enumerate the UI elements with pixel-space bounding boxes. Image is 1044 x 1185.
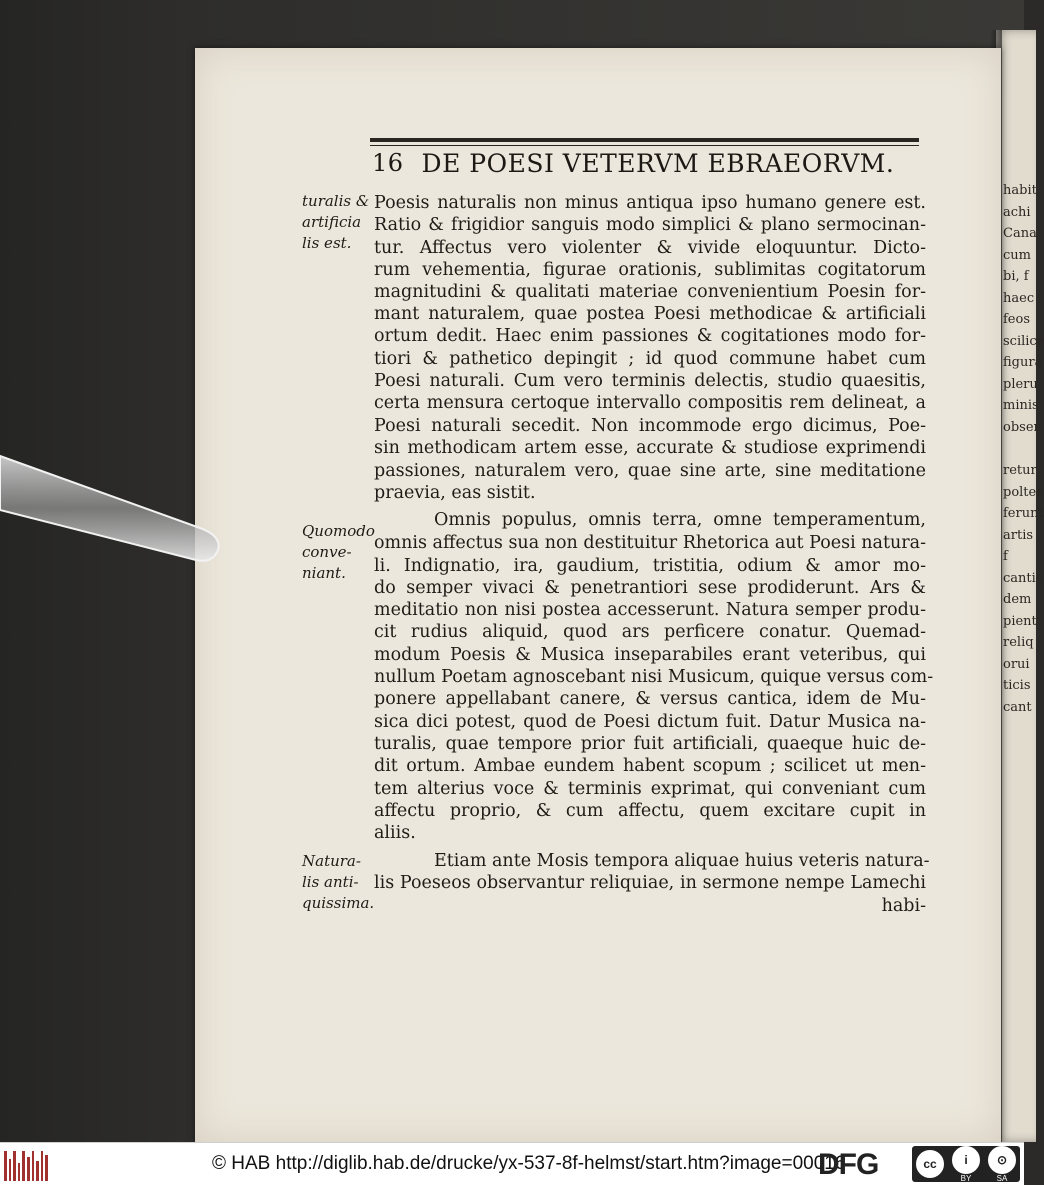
text-line: praevia, eas sistit. <box>374 483 536 503</box>
next-page-fragment: obser <box>1003 419 1040 435</box>
margin-note-line: conve- <box>302 543 352 561</box>
margin-note-line: quissima. <box>302 894 375 912</box>
hab-logo-icon[interactable] <box>4 1147 48 1181</box>
next-page-fragment: dem <box>1003 592 1032 607</box>
margin-note-line: niant. <box>302 564 346 582</box>
text-line: habi- <box>881 896 926 916</box>
next-page-fragment: orui <box>1003 656 1030 672</box>
text-line: Poesi naturali. Cum vero terminis delectis, studio quaesitis, <box>374 371 926 391</box>
next-page-fragment: cum <box>1003 247 1031 263</box>
text-line: Etiam ante Mosis tempora aliquae huius veteris natura- <box>434 851 930 871</box>
text-line: magnitudini & qualitati materiae convenientium Poesin for- <box>374 282 926 302</box>
magnifier-pointer-overlay <box>0 452 230 562</box>
text-line: lis Poeseos observantur reliquiae, in sermone nempe Lamechi <box>374 873 926 893</box>
text-line: cit rudius aliquid, quod ars perficere conatur. Quemad- <box>374 622 926 642</box>
next-page-fragment: scilice <box>1003 333 1044 349</box>
page-number: 16 <box>372 149 404 177</box>
header-rule-thick <box>370 138 919 142</box>
next-page-fragment: achi <box>1003 204 1031 220</box>
running-head <box>372 146 920 180</box>
text-line: Poesi naturali secedit. Non incommode ergo dicimus, Poe- <box>374 416 926 436</box>
next-page-fragment: polter <box>1003 484 1043 500</box>
text-line: Ratio & frigidior sanguis modo simplici & plano sermocinan- <box>374 215 926 235</box>
text-line: Omnis populus, omnis terra, omne temperamentum, <box>434 510 926 530</box>
text-line: tiori & pathetico depingit ; id quod commune habet cum <box>374 349 926 369</box>
text-line: modum Poesis & Musica inseparabiles erant veteribus, qui <box>374 645 926 665</box>
text-line: turalis, quae tempore prior fuit artificiali, quaeque huic de- <box>374 734 926 754</box>
text-line: passiones, naturalem vero, quae sine arte, sine meditatione <box>374 461 926 481</box>
next-page-fragment: ferunt <box>1003 506 1044 521</box>
share-alike-icon: ⊙ <box>988 1146 1016 1174</box>
copyright-link[interactable]: © HAB http://diglib.hab.de/drucke/yx-537-8f-helmst/start.htm?image=00016 <box>212 1153 846 1174</box>
margin-note-line: lis est. <box>302 234 352 252</box>
margin-note-line: artificia <box>302 213 362 231</box>
next-page-fragment: haec <box>1003 290 1035 306</box>
text-line: meditatio non nisi postea accesserunt. Natura semper produ- <box>374 600 926 620</box>
text-line: omnis affectus sua non destituitur Rhetorica aut Poesi natura- <box>374 533 926 553</box>
margin-note-line: turalis & <box>302 192 370 210</box>
next-page-fragment: pient <box>1003 613 1037 629</box>
next-page-fragment: reliq <box>1003 635 1034 650</box>
next-page-fragment: bi, f <box>1003 269 1029 284</box>
next-page-fragment: cant <box>1003 699 1032 715</box>
margin-note-line: Quomodo <box>302 522 375 540</box>
margin-note <box>302 851 380 914</box>
text-line: Poesis naturalis non minus antiqua ipso humano genere est. <box>374 193 926 213</box>
cc-icon: cc <box>916 1150 944 1178</box>
cc-by-sa-badge[interactable] <box>912 1146 1020 1182</box>
running-head-title: DE POESI VETERVM EBRAEORVM. <box>421 148 895 178</box>
text-line: mant naturalem, quae postea Poesi methodicae & artificiali <box>374 304 926 324</box>
next-page-fragment: feos <box>1003 312 1031 327</box>
text-line: dit ortum. Ambae eundem habent scopum ; scilicet ut men- <box>374 756 926 776</box>
footer-bar <box>0 1142 1024 1185</box>
text-line: certa mensura certoque intervallo compositis rem delineat, a <box>374 393 926 413</box>
text-line: sica dici potest, quod de Poesi dictum fuit. Datur Musica na- <box>374 712 926 732</box>
next-page-fragment: pleru <box>1003 376 1038 392</box>
text-line: rum vehementia, figurae orationis, sublimitas cogitatorum <box>374 260 926 280</box>
by-label: BY <box>960 1173 972 1183</box>
next-page-fragment: retur <box>1003 463 1037 478</box>
margin-note <box>302 191 380 254</box>
text-line: tem alterius voce & terminis exprimat, qui conveniant cum <box>374 779 926 799</box>
margin-note-line: Natura- <box>302 852 361 870</box>
sa-label: SA <box>996 1173 1008 1183</box>
margin-note <box>302 521 380 584</box>
dfg-logo[interactable]: DFG <box>818 1148 879 1181</box>
next-page-fragment: figura <box>1003 355 1043 370</box>
attribution-icon: i <box>952 1146 980 1174</box>
text-line: li. Indignatio, ira, gaudium, tristitia, odium & amor mo- <box>374 556 926 576</box>
margin-note-line: lis anti- <box>302 873 359 891</box>
text-line: nullum Poetam agnoscebant nisi Musicum, quique versus com- <box>374 667 934 687</box>
text-line: ponere appellabant canere, & versus cantica, idem de Mu- <box>374 689 926 709</box>
text-line: sin methodicam artem esse, accurate & studiose exprimendi <box>374 438 926 458</box>
next-page-fragment: Cana <box>1003 226 1037 241</box>
next-page-text <box>1003 180 1044 718</box>
next-page-fragment: minis <box>1003 398 1039 413</box>
next-page-fragment: artis f <box>1003 527 1034 564</box>
text-line: do semper vivaci & penetrantiori sese prodiderunt. Ars & <box>374 578 926 598</box>
next-page-fragment: cantic <box>1003 570 1044 586</box>
text-line: ortum dedit. Haec enim passiones & cogitationes modo for- <box>374 326 926 346</box>
next-page-fragment: habit <box>1003 183 1037 198</box>
text-line: aliis. <box>374 823 416 843</box>
text-line: tur. Affectus vero violenter & vivide eloquuntur. Dicto- <box>374 238 926 258</box>
text-line: affectu proprio, & cum affectu, quem excitare cupit in <box>374 801 926 821</box>
next-page-fragment: ticis <box>1003 678 1031 693</box>
